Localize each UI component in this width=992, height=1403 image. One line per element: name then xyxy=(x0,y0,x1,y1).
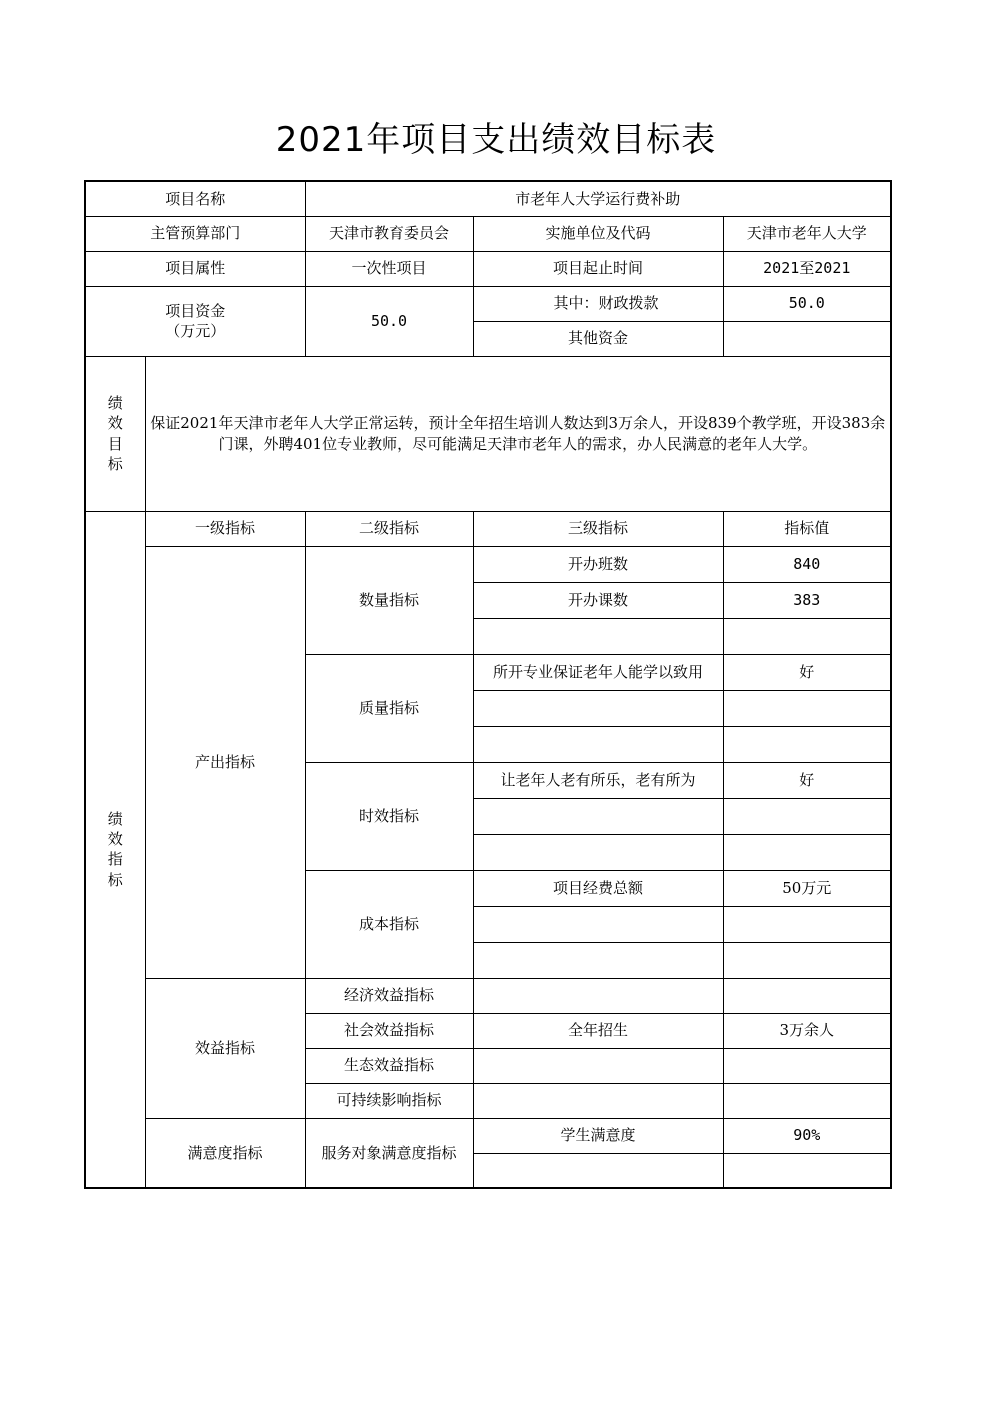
level3-cell xyxy=(473,726,723,762)
fund-label-line1: 项目资金 xyxy=(165,301,226,320)
value-cell: 383 xyxy=(723,582,891,618)
quality-indicator-label: 质量指标 xyxy=(305,654,473,762)
level3-cell: 学生满意度 xyxy=(473,1118,723,1153)
value-cell xyxy=(723,690,891,726)
col-header-level1: 一级指标 xyxy=(145,511,305,546)
fund-total: 50.0 xyxy=(305,286,473,356)
level2-cell: 生态效益指标 xyxy=(305,1048,473,1083)
indicator-label-char: 效 xyxy=(107,830,123,848)
value-cell xyxy=(723,1153,891,1188)
value-cell xyxy=(723,1048,891,1083)
indicator-label xyxy=(85,511,145,1188)
level3-cell: 所开专业保证老年人能学以致用 xyxy=(473,654,723,690)
level2-cell: 社会效益指标 xyxy=(305,1013,473,1048)
indicator-label-char: 指 xyxy=(107,850,123,869)
value-cell xyxy=(723,726,891,762)
dept-label: 主管预算部门 xyxy=(85,216,305,251)
level2-cell: 经济效益指标 xyxy=(305,978,473,1013)
goal-label xyxy=(85,356,145,511)
level3-cell xyxy=(473,798,723,834)
fund-label-line2: （万元） xyxy=(165,322,226,340)
value-cell xyxy=(723,618,891,654)
project-name-value: 市老年人大学运行费补助 xyxy=(305,181,891,216)
value-cell: 90% xyxy=(723,1118,891,1153)
indicator-label-char: 绩 xyxy=(107,809,123,828)
performance-target-table xyxy=(84,180,892,1189)
value-cell xyxy=(723,834,891,870)
period-value: 2021至2021 xyxy=(723,251,891,286)
other-fund-value xyxy=(723,321,891,356)
goal-label-char: 标 xyxy=(107,454,123,473)
level3-cell xyxy=(473,834,723,870)
impl-unit-value: 天津市老年人大学 xyxy=(723,216,891,251)
value-cell: 840 xyxy=(723,546,891,582)
col-header-level2: 二级指标 xyxy=(305,511,473,546)
value-cell: 50万元 xyxy=(723,870,891,906)
level3-cell: 全年招生 xyxy=(473,1013,723,1048)
value-cell: 好 xyxy=(723,762,891,798)
fiscal-label: 其中：财政拨款 xyxy=(473,286,723,321)
level3-cell: 开办班数 xyxy=(473,546,723,582)
dept-value: 天津市教育委员会 xyxy=(305,216,473,251)
goal-text: 保证2021年天津市老年人大学正常运转，预计全年招生培训人数达到3万余人，开设839个教学班，开设383余门课，外聘401位专业教师，尽可能满足天津市老年人的需求，办人民满意的老年人大学。 xyxy=(145,356,891,511)
level2-cell: 可持续影响指标 xyxy=(305,1083,473,1118)
level3-cell xyxy=(473,906,723,942)
level3-cell xyxy=(473,1153,723,1188)
attr-value: 一次性项目 xyxy=(305,251,473,286)
fund-label xyxy=(85,286,305,356)
period-label: 项目起止时间 xyxy=(473,251,723,286)
level3-cell: 项目经费总额 xyxy=(473,870,723,906)
col-header-value: 指标值 xyxy=(723,511,891,546)
level2-cell: 服务对象满意度指标 xyxy=(305,1118,473,1188)
level3-cell xyxy=(473,618,723,654)
level3-cell xyxy=(473,978,723,1013)
level3-cell xyxy=(473,1083,723,1118)
level3-cell xyxy=(473,942,723,978)
col-header-level3: 三级指标 xyxy=(473,511,723,546)
page-title: 2021年项目支出绩效目标表 xyxy=(275,120,717,160)
value-cell xyxy=(723,978,891,1013)
value-cell: 3万余人 xyxy=(723,1013,891,1048)
impl-unit-label: 实施单位及代码 xyxy=(473,216,723,251)
output-indicator-label: 产出指标 xyxy=(145,546,305,978)
level3-cell: 让老年人老有所乐，老有所为 xyxy=(473,762,723,798)
value-cell xyxy=(723,906,891,942)
project-name-label: 项目名称 xyxy=(85,181,305,216)
cost-indicator-label: 成本指标 xyxy=(305,870,473,978)
level3-cell: 开办课数 xyxy=(473,582,723,618)
timeliness-indicator-label: 时效指标 xyxy=(305,762,473,870)
value-cell xyxy=(723,798,891,834)
attr-label: 项目属性 xyxy=(85,251,305,286)
value-cell xyxy=(723,1083,891,1118)
satisfaction-indicator-label: 满意度指标 xyxy=(145,1118,305,1188)
other-fund-label: 其他资金 xyxy=(473,321,723,356)
goal-label-char: 目 xyxy=(107,434,123,453)
fiscal-value: 50.0 xyxy=(723,286,891,321)
quantity-indicator-label: 数量指标 xyxy=(305,546,473,654)
benefit-indicator-label: 效益指标 xyxy=(145,978,305,1118)
value-cell: 好 xyxy=(723,654,891,690)
goal-label-char: 绩 xyxy=(107,394,123,412)
level3-cell xyxy=(473,690,723,726)
indicator-label-char: 标 xyxy=(107,870,123,889)
goal-label-char: 效 xyxy=(107,414,123,433)
value-cell xyxy=(723,942,891,978)
level3-cell xyxy=(473,1048,723,1083)
